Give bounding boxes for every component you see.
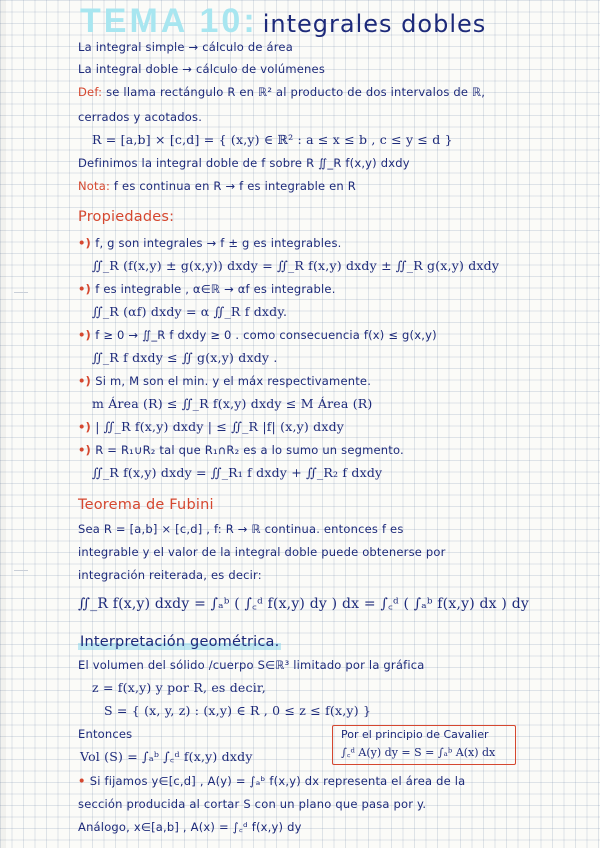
cavalieri-box [332,725,516,765]
property-item: •) f es integrable , α∈ℝ → αf es integrable. [78,282,336,296]
double-integral-definition: Definimos la integral doble de f sobre R ∬_R f(x,y) dxdy [78,156,410,170]
entonces-label: Entonces [78,727,133,741]
title-topic: TEMA 10: [80,2,258,40]
def-label: Def: [78,85,103,99]
property-item: •) Si m, M son el min. y el máx respectivamente. [78,374,372,388]
fubini-formula: ∬_R f(x,y) dxdy = ∫ₐᵇ ( ∫꜀ᵈ f(x,y) dy ) dx = ∫꜀ᵈ ( ∫ₐᵇ f(x,y) dx ) dy [78,596,530,612]
property-item: •) R = R₁∪R₂ tal que R₁∩R₂ es a lo sumo un segmento. [78,443,404,457]
definition [78,83,485,101]
geometric-text: El volumen del sólido /cuerpo S∈ℝ³ limitado por la gráfica [78,658,425,672]
note [78,177,356,195]
def-text: se llama rectángulo R en ℝ² al producto de dos intervalos de ℝ, [102,85,486,99]
cavalieri-formula: ∫꜀ᵈ A(y) dy = S = ∫ₐᵇ A(x) dx [341,746,496,759]
section-text: • Si fijamos y∈[c,d] , A(y) = ∫ₐᵇ f(x,y) dx representa el área de la [78,774,466,788]
definition-cont: cerrados y acotados. [78,110,203,124]
solid-set-formula: S = { (x, y, z) : (x,y) ∈ R , 0 ≤ z ≤ f(x,y) } [104,703,372,718]
intro-line: La integral simple → cálculo de área [78,40,293,54]
cavalieri-title: Por el principio de Cavalier [341,728,489,741]
binder-mark [14,570,28,571]
property-item: •) f, g son integrales → f ± g es integrables. [78,236,342,250]
page-title [80,2,486,41]
property-item: •) | ∬_R f(x,y) dxdy | ≤ ∬_R |f| (x,y) dxdy [78,419,345,434]
title-subject: integrales dobles [262,10,487,38]
analog-text: Análogo, x∈[a,b] , A(x) = ∫꜀ᵈ f(x,y) dy [78,820,302,834]
fubini-heading: Teorema de Fubini [78,497,214,513]
property-formula: ∬_R (αf) dxdy = α ∬_R f dxdy. [92,304,288,319]
section-text: sección producida al cortar S con un plano que pasa por y. [78,797,427,811]
intro-line: La integral doble → cálculo de volúmenes [78,62,326,76]
page-edge [0,0,6,848]
volume-formula: Vol (S) = ∫ₐᵇ ∫꜀ᵈ f(x,y) dxdy [80,749,253,764]
fubini-text: Sea R = [a,b] × [c,d] , f: R → ℝ continua. entonces f es [78,522,404,536]
fubini-text: integrable y el valor de la integral doble puede obtenerse por [78,545,446,559]
property-formula: ∬_R f(x,y) dxdy = ∬_R₁ f dxdy + ∬_R₂ f dxdy [92,465,383,480]
geometric-text: z = f(x,y) y por R, es decir, [92,680,266,695]
property-formula: ∬_R f dxdy ≤ ∬ g(x,y) dxdy . [92,350,278,365]
note-text: f es continua en R → f es integrable en R [110,179,356,193]
property-item: •) f ≥ 0 → ∬_R f dxdy ≥ 0 . como consecuencia f(x) ≤ g(x,y) [78,328,437,342]
binder-mark [14,292,28,293]
note-label: Nota: [78,179,111,193]
property-formula: ∬_R (f(x,y) ± g(x,y)) dxdy = ∬_R f(x,y) dxdy ± ∬_R g(x,y) dxdy [92,258,500,273]
rectangle-formula: R = [a,b] × [c,d] = { (x,y) ∈ ℝ² : a ≤ x ≤ b , c ≤ y ≤ d } [92,132,453,147]
properties-heading: Propiedades: [78,209,175,225]
property-formula: m Área (R) ≤ ∬_R f(x,y) dxdy ≤ M Área (R) [92,396,373,411]
fubini-text: integración reiterada, es decir: [78,568,262,582]
geometric-heading: Interpretación geométrica. [80,634,280,650]
